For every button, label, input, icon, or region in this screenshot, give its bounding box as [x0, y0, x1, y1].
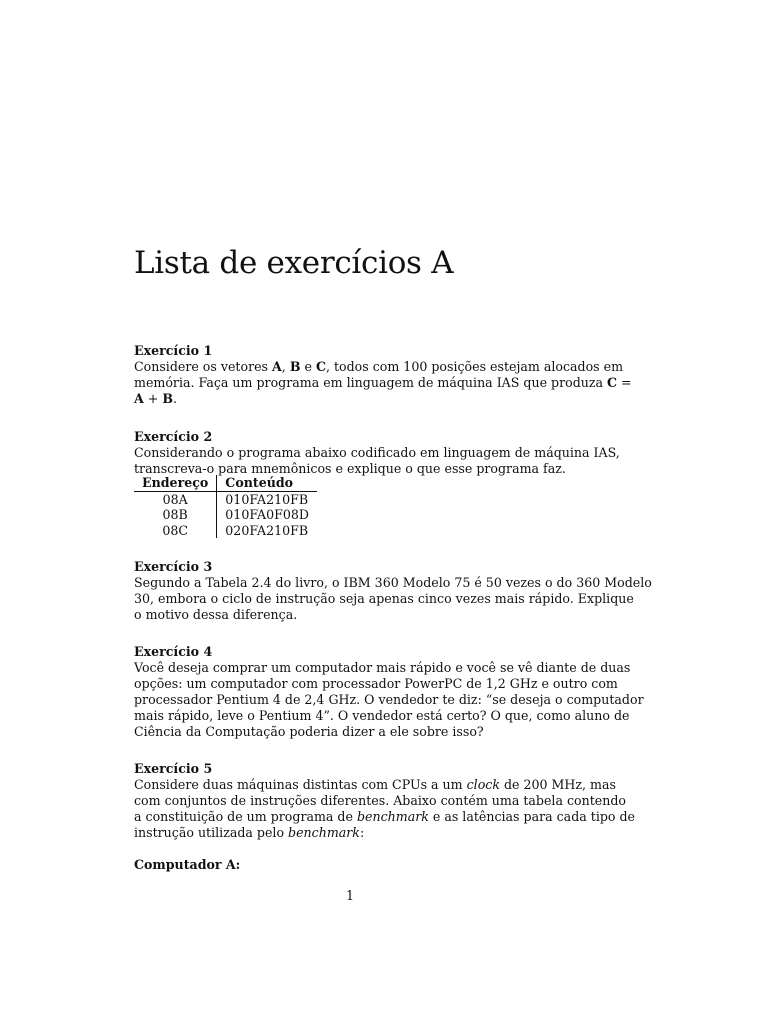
exercise-2 [134, 429, 620, 477]
table-cell-content: 010FA210FB [225, 491, 309, 507]
exercise-1 [134, 343, 632, 407]
text-line: 30, embora o ciclo de instrução seja apenas cinco vezes mais rápido. Explique [134, 591, 634, 606]
exercise-text [134, 575, 652, 623]
text-line: Considere duas máquinas distintas com CPUs a um clock de 200 MHz, mas [134, 777, 616, 792]
text-line: transcreva-o para mnemônicos e explique o que esse programa faz. [134, 461, 566, 476]
table-row [134, 523, 317, 539]
ias-program-table [134, 475, 317, 538]
text-line: o motivo dessa diferença. [134, 607, 298, 622]
page-title: Lista de exercícios A [134, 245, 454, 281]
text-line: a constituição de um programa de benchmark e as latências para cada tipo de [134, 809, 636, 824]
exercise-heading: Exercício 1 [134, 343, 213, 358]
column-header-address: Endereço [134, 475, 217, 491]
text-line: Considere os vetores A, B e C, todos com 100 posições estejam alocados em [134, 359, 624, 374]
table-cell-content: 020FA210FB [225, 522, 309, 538]
table-row [134, 507, 317, 523]
table-row [134, 491, 317, 507]
text-line: mais rápido, leve o Pentium 4”. O vendedor está certo? O que, como aluno de [134, 708, 630, 723]
exercise-heading: Exercício 5 [134, 761, 213, 776]
text-line: Segundo a Tabela 2.4 do livro, o IBM 360 Modelo 75 é 50 vezes o do 360 Modelo [134, 575, 652, 590]
table-cell-address: 08C [134, 523, 217, 539]
table-header-row [134, 475, 317, 491]
exercise-heading: Exercício 4 [134, 644, 213, 659]
text-line: Você deseja comprar um computador mais rápido e você se vê diante de duas [134, 660, 631, 675]
table-cell-content: 010FA0F08D [225, 507, 309, 522]
exercise-text [134, 660, 644, 740]
text-line: Considerando o programa abaixo codificado em linguagem de máquina IAS, [134, 445, 620, 460]
text-line: A + B. [134, 391, 178, 406]
text-line: com conjuntos de instruções diferentes. Abaixo contém uma tabela contendo [134, 793, 626, 808]
column-header-content: Conteúdo [217, 475, 317, 491]
exercise-heading: Exercício 3 [134, 559, 213, 574]
exercise-text [134, 777, 636, 841]
exercise-4 [134, 644, 644, 740]
page-number: 1 [345, 888, 354, 903]
text-line: Ciência da Computação poderia dizer a ele sobre isso? [134, 724, 484, 739]
text-line: instrução utilizada pelo benchmark: [134, 825, 365, 840]
exercise-text [134, 445, 620, 477]
text-line: memória. Faça um programa em linguagem de máquina IAS que produza C = [134, 375, 632, 390]
exercise-3 [134, 559, 652, 623]
table-cell-address: 08A [134, 491, 217, 507]
table-cell-address: 08B [134, 507, 217, 523]
exercise-text [134, 359, 632, 407]
section-subheading: Computador A: [134, 857, 241, 872]
text-line: opções: um computador com processador PowerPC de 1,2 GHz e outro com [134, 676, 618, 691]
exercise-5 [134, 761, 636, 841]
text-line: processador Pentium 4 de 2,4 GHz. O vendedor te diz: “se deseja o computador [134, 692, 644, 707]
computer-a-section [134, 857, 566, 873]
exercise-heading: Exercício 2 [134, 429, 213, 444]
